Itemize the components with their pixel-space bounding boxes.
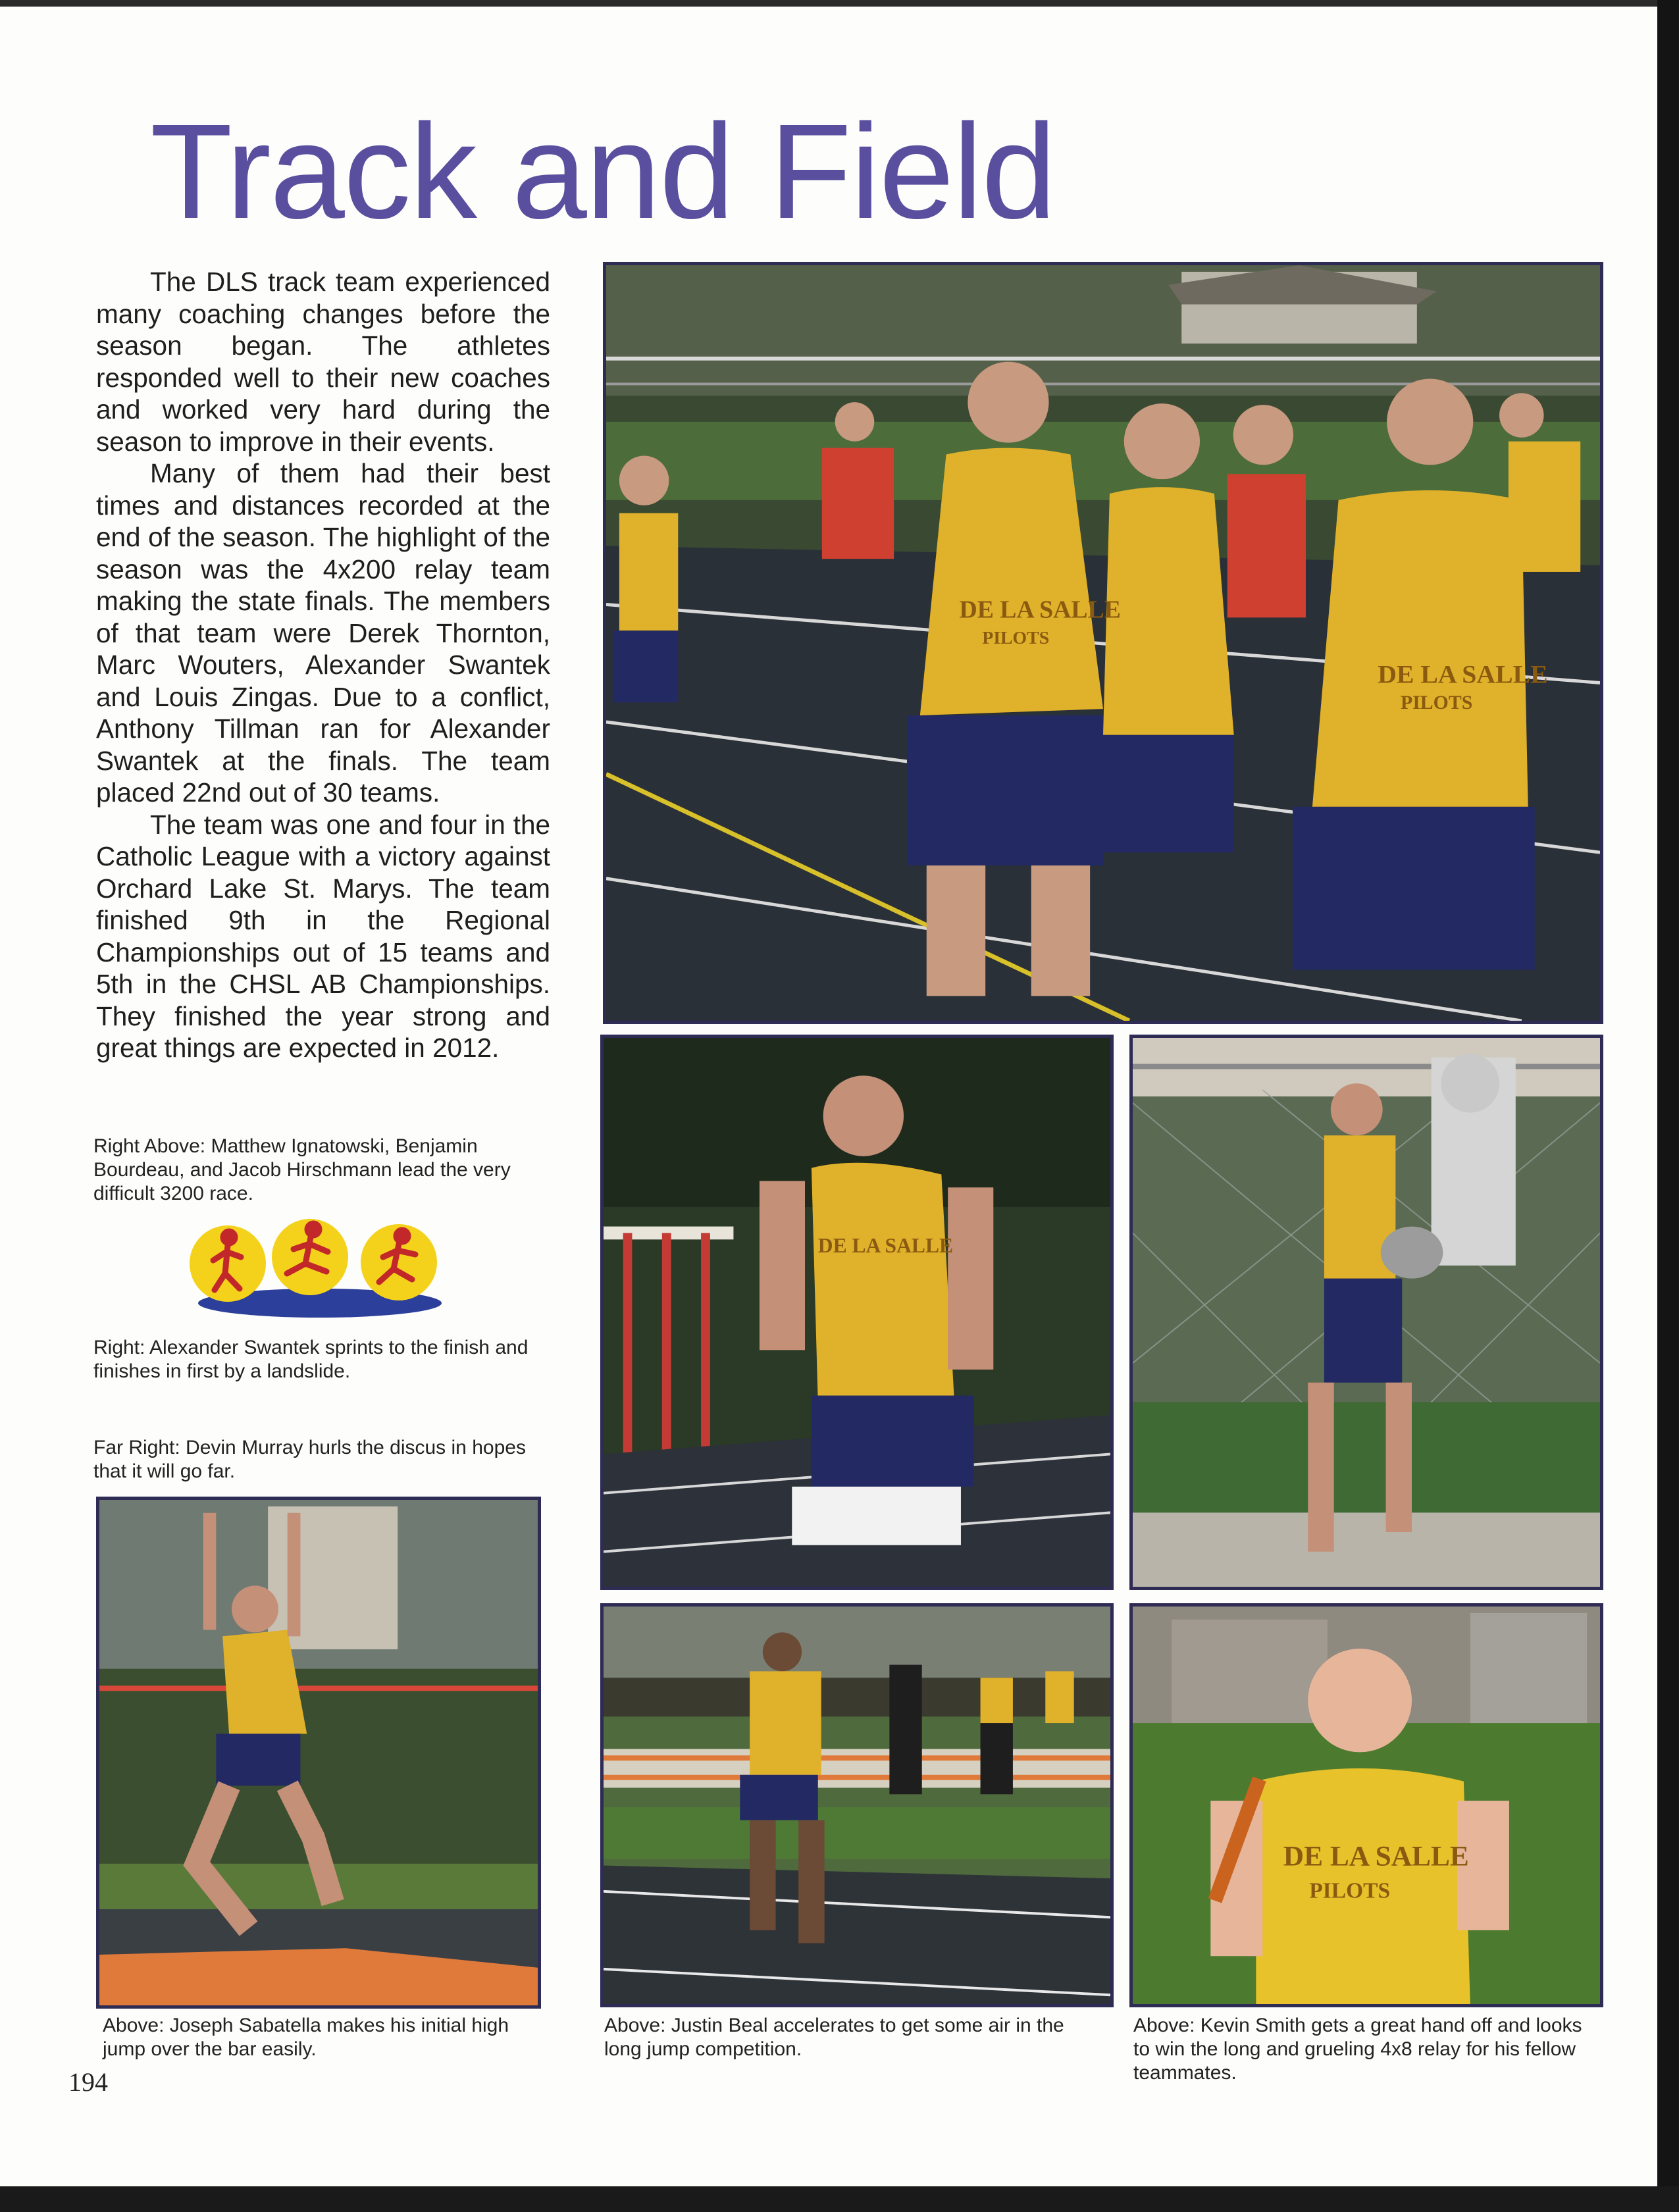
running-figures-logo-icon — [188, 1211, 445, 1323]
caption-right: Right: Alexander Swantek sprints to the finish and finishes in first by a landslide. — [93, 1337, 529, 1382]
article-paragraph: The DLS track team experienced many coaching changes before the season began. The athletes responded well to their new coaches and worked very hard during the season to improve in their events. — [96, 267, 550, 457]
jersey-text: DE LA SALLE — [1378, 659, 1548, 689]
photo-discus-throw — [1129, 1035, 1603, 1590]
caption-far-right: Far Right: Devin Murray hurls the discus in hopes that it will go far. — [93, 1437, 526, 1482]
jersey-text: DE LA SALLE — [817, 1234, 954, 1258]
photo-long-jump — [600, 1603, 1114, 2007]
page-number: 194 — [68, 2067, 108, 2097]
jersey-text: DE LA SALLE — [959, 596, 1121, 624]
scan-edge-top — [0, 0, 1679, 7]
caption-relay: Above: Kevin Smith gets a great hand off and looks to win the long and grueling 4x8 relay for his fellow teammates. — [1133, 2015, 1582, 2084]
caption-long-jump: Above: Justin Beal accelerates to get some air in the long jump competition. — [604, 2015, 1064, 2060]
article-paragraph: The team was one and four in the Catholic League with a victory against Orchard Lake St. Marys. The team finished 9th in the Regional Championships out of 15 teams and 5th in the CHSL AB Championships. They finished the year strong and great things are expected in 2012. — [96, 809, 550, 1063]
caption-high-jump: Above: Joseph Sabatella makes his initial high jump over the bar easily. — [103, 2015, 509, 2060]
photo-high-jump — [96, 1497, 541, 2009]
photo-3200-race — [603, 262, 1603, 1024]
jersey-text: PILOTS — [1401, 692, 1473, 714]
caption-right-above: Right Above: Matthew Ignatowski, Benjamin Bourdeau, and Jacob Hirschmann lead the very difficult 3200 race. — [93, 1135, 511, 1204]
photo-sprint-finish — [600, 1035, 1114, 1590]
article-body — [96, 266, 550, 1064]
scan-edge-bottom — [0, 2186, 1679, 2212]
article-paragraph: Many of them had their best times and distances recorded at the end of the season. The highlight of the season was the 4x200 relay team making the state finals. The members of that team were Derek Thornton, Marc Wouters, Alexander Swantek and Louis Zingas. Due to a conflict, Anthony Tillman ran for Alexander Swantek at the finals. The team placed 22nd out of 30 teams. — [96, 458, 550, 808]
photo-4x8-relay — [1129, 1603, 1603, 2007]
scan-edge-right — [1657, 0, 1679, 2212]
jersey-text: PILOTS — [982, 628, 1050, 648]
jersey-text: PILOTS — [1309, 1878, 1391, 1903]
jersey-text: DE LA SALLE — [1283, 1840, 1469, 1872]
page-title: Track and Field — [150, 96, 1056, 247]
